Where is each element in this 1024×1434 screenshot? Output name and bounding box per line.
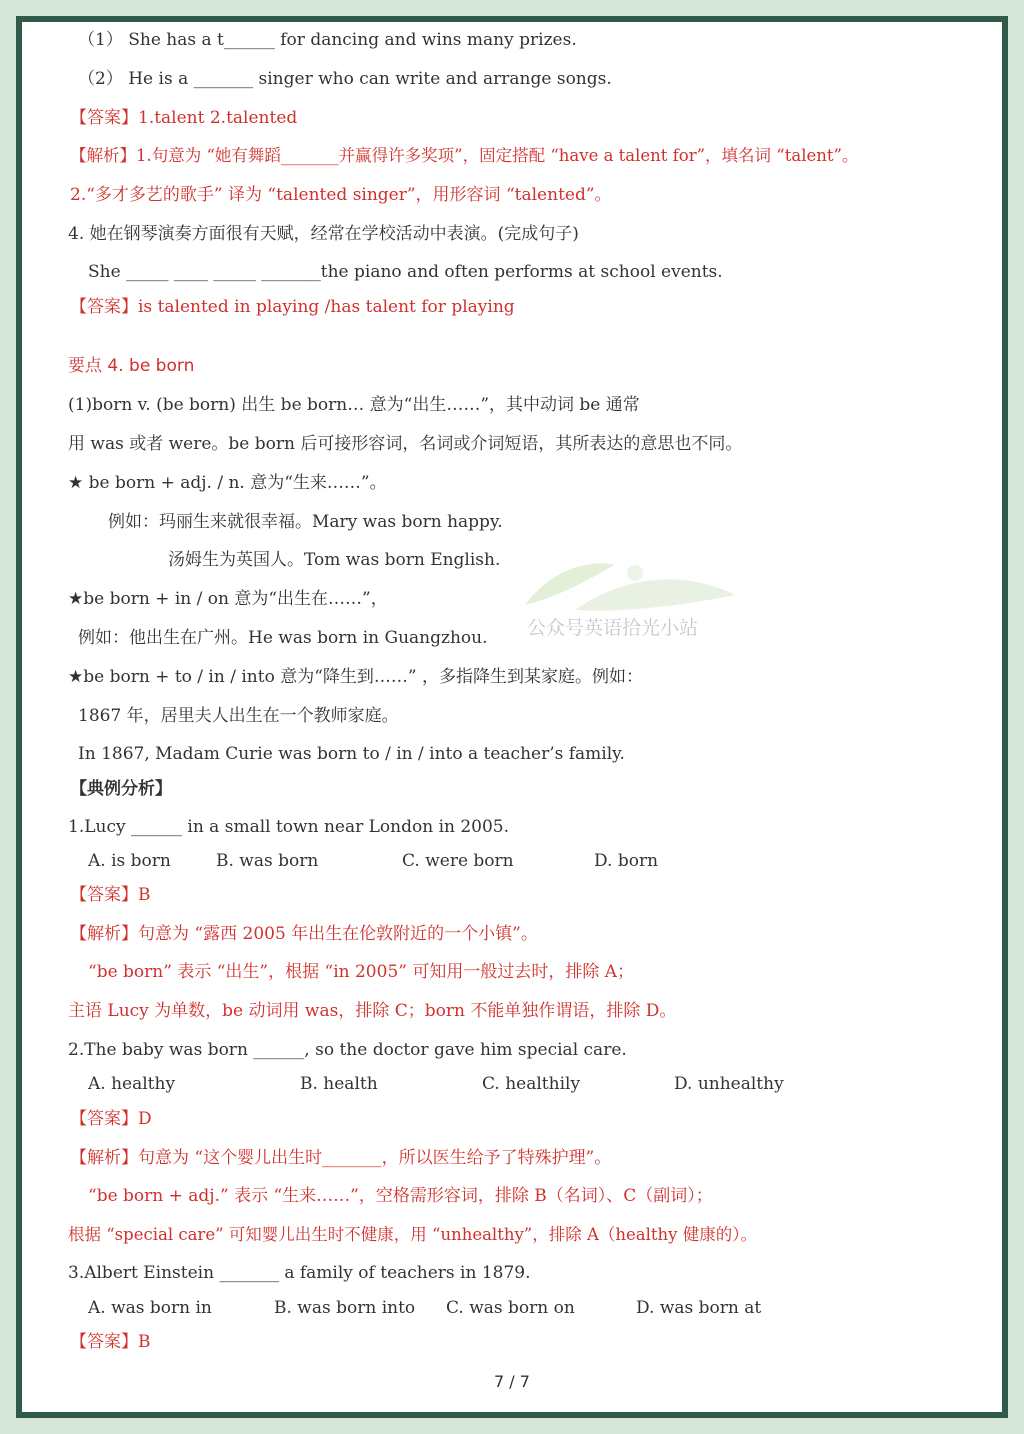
question-1-line: （1） She has a t______ for dancing and wins many prizes. xyxy=(78,30,577,50)
option-c: C. healthily xyxy=(482,1074,581,1094)
analysis-line: “be born” 表示 “出生”，根据 “in 2005” 可知用一般过去时，排除 A； xyxy=(88,962,635,982)
exercise-4-prompt: 4. 她在钢琴演奏方面很有天赋，经常在学校活动中表演。(完成句子) xyxy=(68,224,579,244)
example-line: 例如：他出生在广州。He was born in Guangzhou. xyxy=(78,628,488,648)
watermark xyxy=(505,555,745,645)
option-b: B. health xyxy=(300,1074,378,1094)
option-d: D. unhealthy xyxy=(674,1074,784,1094)
example-line: 1867 年，居里夫人出生在一个教师家庭。 xyxy=(78,706,399,726)
option-c: C. was born on xyxy=(446,1298,575,1318)
example-line: In 1867, Madam Curie was born to / in / into a teacher’s family. xyxy=(78,744,625,764)
leaf-logo-icon xyxy=(505,555,745,615)
page-number: 7 / 7 xyxy=(494,1372,530,1391)
analysis-line: “be born + adj.” 表示 “生来……”，空格需形容词，排除 B（名词）、C（副词）； xyxy=(88,1186,713,1206)
example-line: 例如：玛丽生来就很幸福。Mary was born happy. xyxy=(108,512,503,532)
key-point-heading: 要点 4. be born xyxy=(68,356,195,376)
exercise-4-sentence: She _____ ____ _____ _______the piano and often performs at school events. xyxy=(88,262,723,282)
analysis-line: 根据 “special care” 可知婴儿出生时不健康，用 “unhealthy”，排除 A（healthy 健康的）。 xyxy=(68,1225,757,1244)
watermark-text: 公众号英语拾光小站 xyxy=(527,617,699,639)
rule-line: ★be born + in / on 意为“出生在……”， xyxy=(68,589,388,609)
question-1-stem: 1.Lucy ______ in a small town near London in 2005. xyxy=(68,817,510,837)
analysis-line: 【解析】句意为 “露西 2005 年出生在伦敦附近的一个小镇”。 xyxy=(70,924,538,944)
explanation-line: 用 was 或者 were。be born 后可接形容词，名词或介词短语，其所表达的意思也不同。 xyxy=(68,434,743,454)
option-a: A. healthy xyxy=(88,1074,176,1094)
question-2-line: （2） He is a _______ singer who can write and arrange songs. xyxy=(78,69,612,89)
explanation-line: (1)born v. (be born) 出生 be born… 意为“出生……”，其中动词 be 通常 xyxy=(68,395,640,415)
option-a: A. is born xyxy=(88,851,171,871)
option-a: A. was born in xyxy=(88,1298,212,1318)
example-line: 汤姆生为英国人。Tom was born English. xyxy=(168,550,501,570)
rule-line: ★be born + to / in / into 意为“降生到……” ，多指降生到某家庭。例如： xyxy=(68,667,643,687)
analysis-line: 主语 Lucy 为单数，be 动词用 was，排除 C；born 不能单独作谓语，排除 D。 xyxy=(68,1001,677,1021)
analysis-line: 【解析】句意为 “这个婴儿出生时_______，所以医生给予了特殊护理”。 xyxy=(70,1148,612,1168)
option-d: D. born xyxy=(594,851,659,871)
answer-line: 【答案】1.talent 2.talented xyxy=(70,108,298,128)
option-b: B. was born into xyxy=(274,1298,416,1318)
answer-line: 【答案】B xyxy=(70,885,151,905)
option-d: D. was born at xyxy=(636,1298,762,1318)
section-heading: 【典例分析】 xyxy=(70,779,172,799)
answer-line: 【答案】B xyxy=(70,1332,151,1352)
answer-line: 【答案】D xyxy=(70,1109,152,1129)
answer-line: 【答案】is talented in playing /has talent for playing xyxy=(70,297,515,317)
option-b: B. was born xyxy=(216,851,319,871)
question-3-stem: 3.Albert Einstein _______ a family of teachers in 1879. xyxy=(68,1263,531,1283)
rule-line: ★ be born + adj. / n. 意为“生来……”。 xyxy=(68,473,387,493)
option-c: C. were born xyxy=(402,851,514,871)
analysis-line: 2.“多才多艺的歌手” 译为 “talented singer”，用形容词 “talented”。 xyxy=(70,185,612,205)
analysis-line: 【解析】1.句意为 “她有舞蹈_______并赢得许多奖项”，固定搭配 “have a talent for”，填名词 “talent”。 xyxy=(70,146,859,165)
question-2-stem: 2.The baby was born ______, so the doctor gave him special care. xyxy=(68,1040,627,1060)
